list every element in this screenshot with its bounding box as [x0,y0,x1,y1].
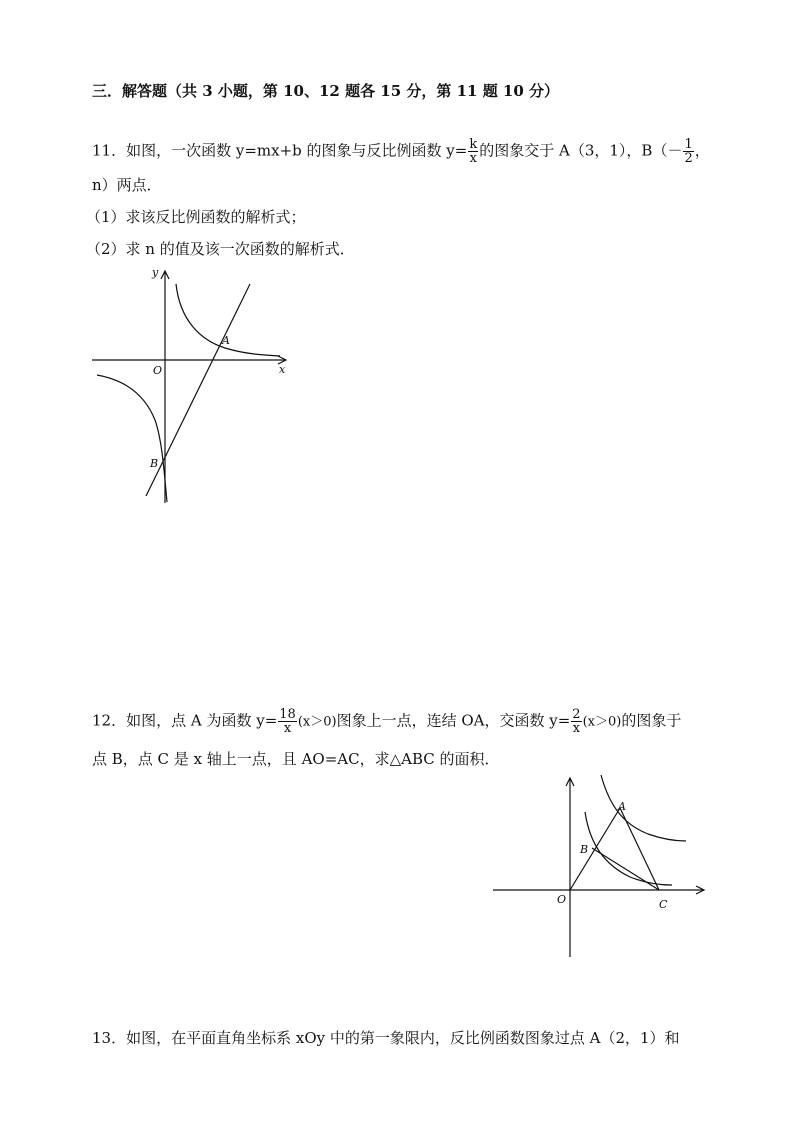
q11-label-y: y [152,266,159,279]
q11-label-x: x [279,363,286,376]
section-heading: 三．解答题（共 3 小题，第 10、12 题各 15 分，第 11 题 10 分） [92,82,560,100]
q11-part-2: （2）求 n 的值及该一次函数的解析式． [86,240,355,258]
q11-intro-c: ， [694,141,710,160]
q11-label-o: O [153,364,163,377]
q12-cond-2: (x＞0) [582,714,622,730]
q12-label-o: O [557,893,567,906]
q11-line-2: n）两点． [92,176,162,194]
q12-cond-1: (x＞0) [297,714,337,730]
q11-label-a: A [222,334,230,347]
q12-line-2: 点 B，点 C 是 x 轴上一点，且 AO=AC，求△ABC 的面积． [92,750,500,768]
q12-label-b: B [580,843,589,856]
q11-fraction-one-half: $\frac{1}{2}$ [684,137,693,166]
q12-intro-c: 的图象于 [621,711,682,730]
q11-part-1: （1）求该反比例函数的解析式； [86,208,306,226]
q11-intro-b: 的图象交于 A（3，1），B（－ [479,141,683,160]
q12-segment-oa [570,808,620,890]
q13-line-1: 13．如图，在平面直角坐标系 xOy 中的第一象限内，反比例函数图象过点 A（2，1）和 [92,1029,680,1047]
q12-fraction-2-over-x: $\frac{2}{x}$ [572,707,581,736]
q12-fraction-18-over-x: $\frac{18}{x}$ [279,707,296,736]
q11-fraction-k-over-x: $\frac{k}{x}$ [469,137,478,166]
q11-label-b: B [150,457,159,470]
q12-label-a: A [618,800,626,813]
q12-intro-b: 图象上一点，连结 OA，交函数 y= [336,711,571,730]
q12-intro-a: 12．如图，点 A 为函数 y= [92,711,278,730]
q11-intro-a: 11．如图，一次函数 y=mx+b 的图象与反比例函数 y= [92,141,468,160]
q12-label-c: C [659,898,668,911]
q12-hyperbola-outer [601,775,686,841]
